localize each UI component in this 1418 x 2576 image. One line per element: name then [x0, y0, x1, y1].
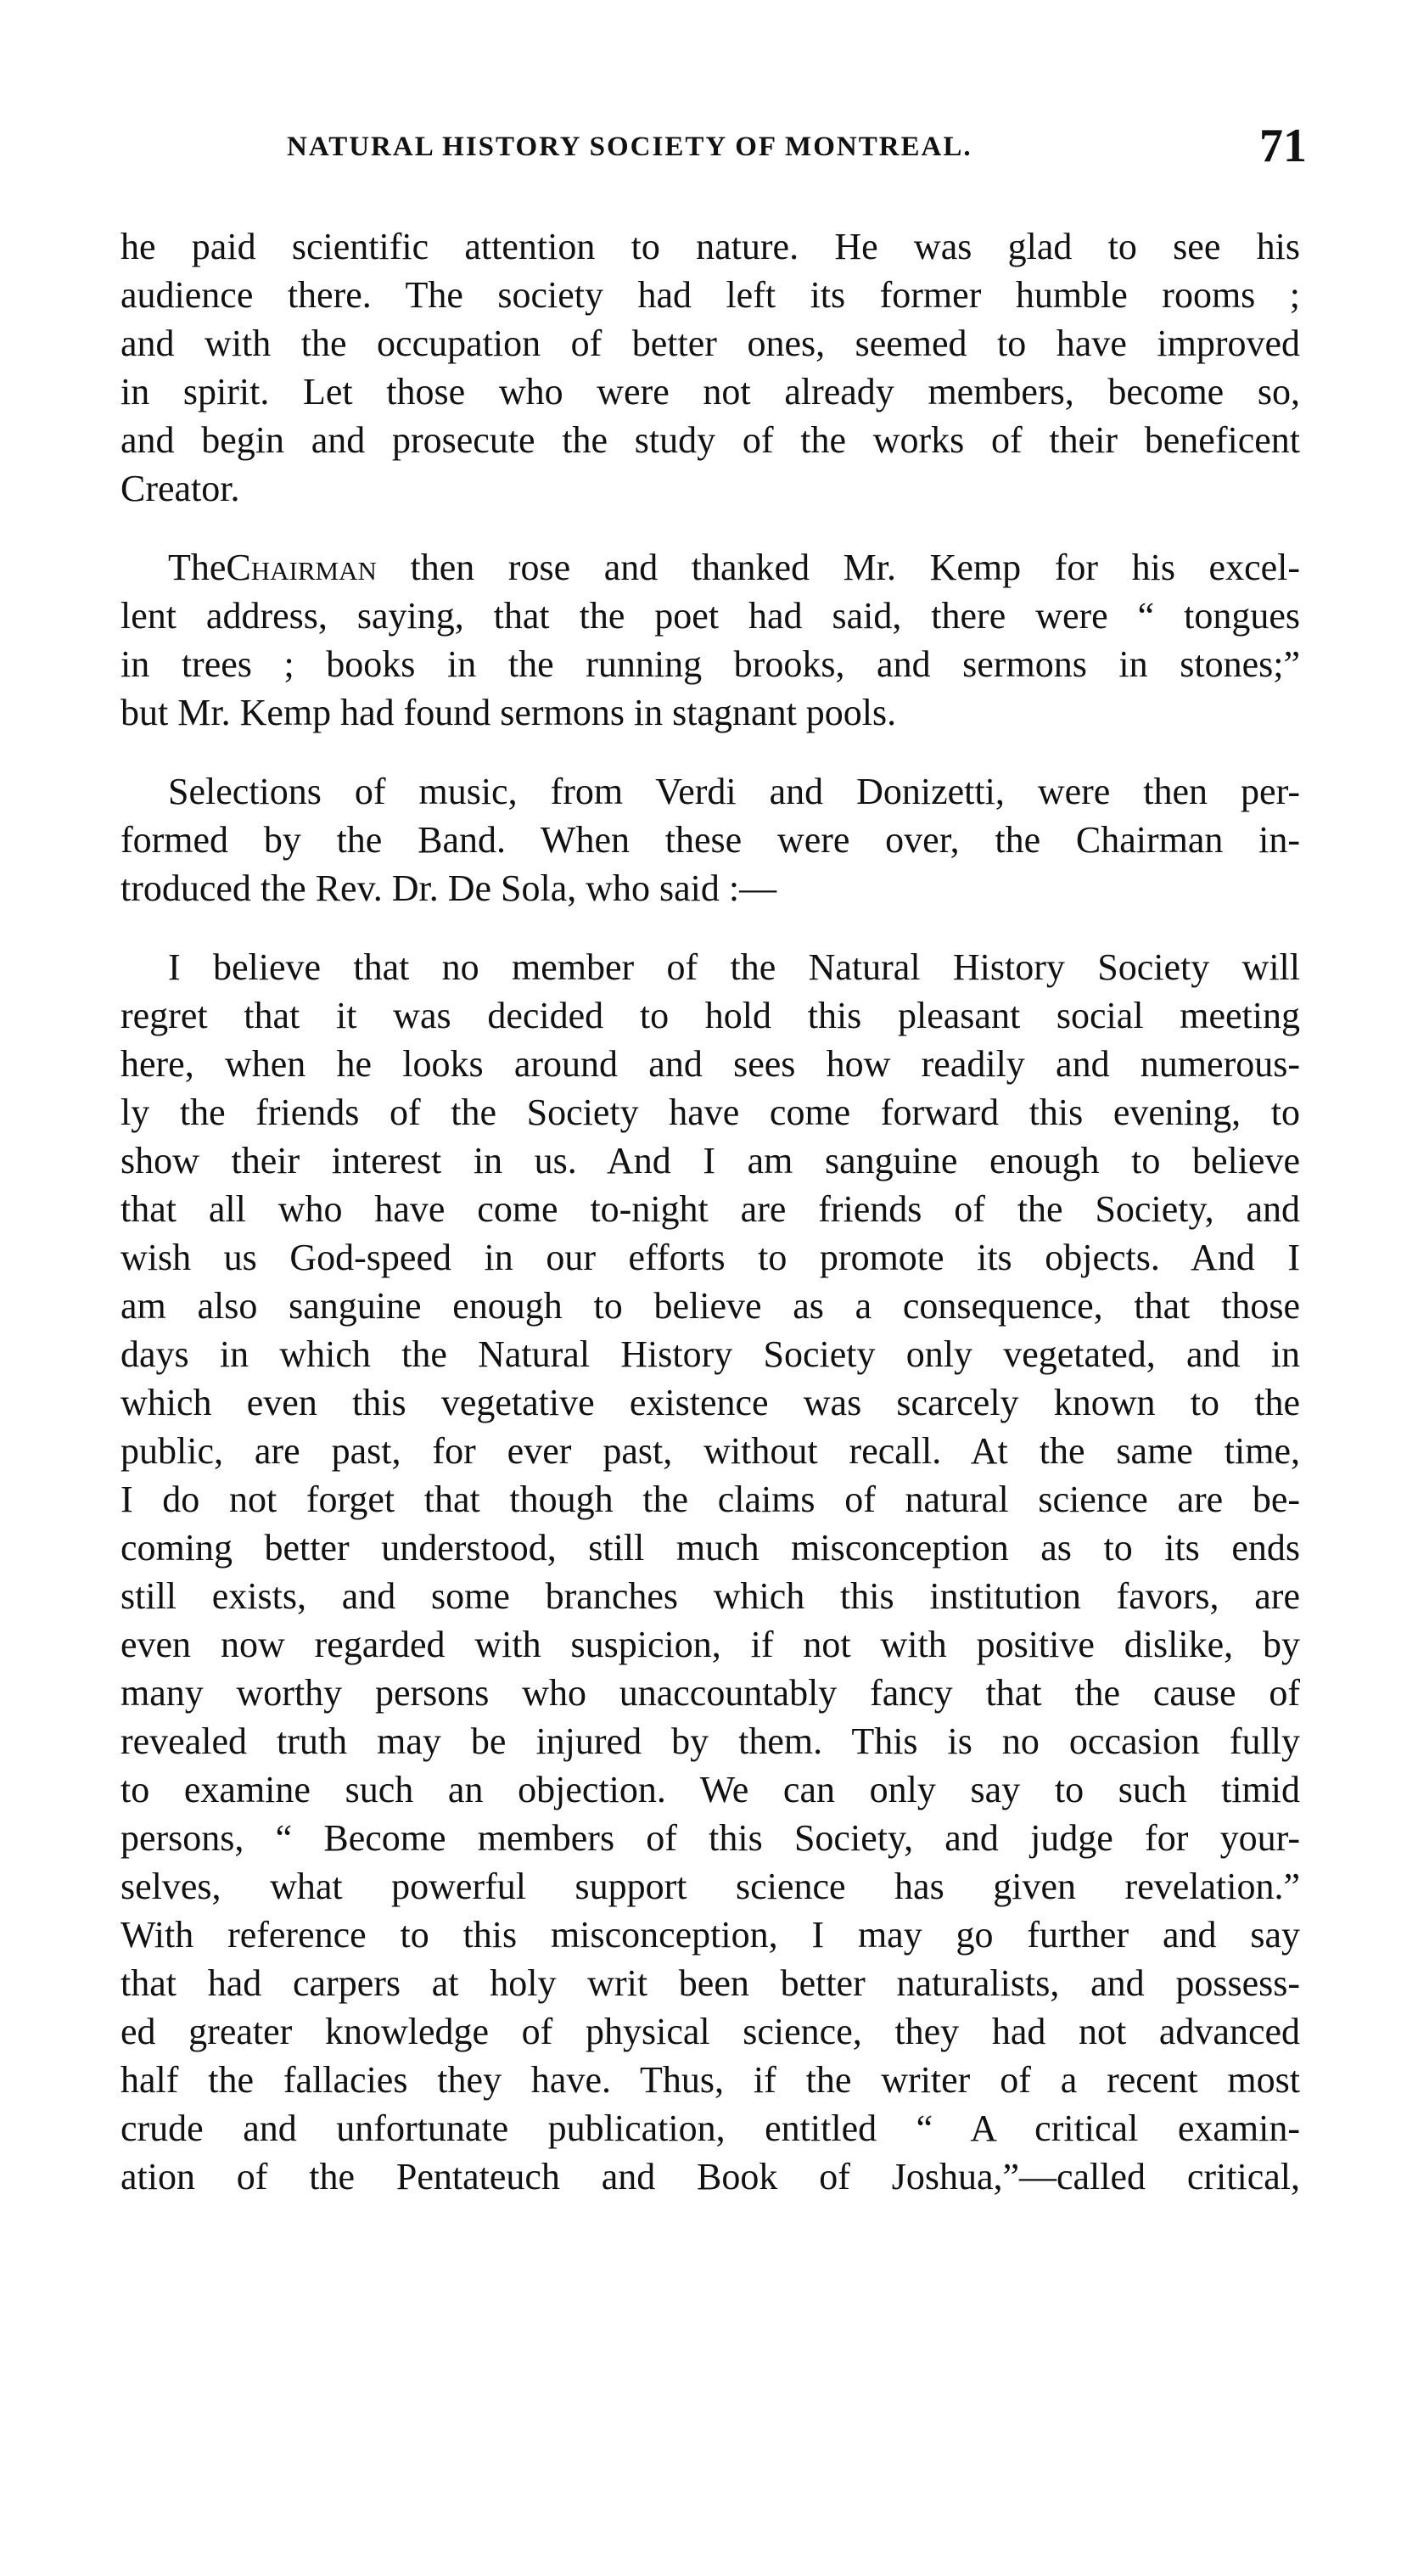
paragraph-line: Creator.: [121, 468, 240, 509]
paragraph-line: here, when he looks around and sees how readily and numerous-: [121, 1043, 1300, 1085]
paragraph-1: [121, 222, 1300, 513]
paragraph-line: that had carpers at holy writ been better naturalists, and possess-: [121, 1962, 1300, 2004]
paragraph-line: selves, what powerful support science has given revelation.”: [121, 1866, 1300, 1907]
paragraph-line: show their interest in us. And I am sanguine enough to believe: [121, 1140, 1300, 1181]
paragraph-line: revealed truth may be injured by them. This is no occasion fully: [121, 1720, 1300, 1762]
paragraph-line: Selections of music, from Verdi and Donizetti, were then per-: [168, 771, 1300, 812]
paragraph-line: many worthy persons who unaccountably fancy that the cause of: [121, 1672, 1300, 1714]
paragraph-line: he paid scientific attention to nature. He was glad to see his: [121, 226, 1300, 267]
paragraph-line: but Mr. Kemp had found sermons in stagnant pools.: [121, 692, 897, 733]
lead-line-rest: then rose and thanked Mr. Kemp for his excel-: [410, 547, 1301, 588]
paragraph-line: which even this vegetative existence was scarcely known to the: [121, 1382, 1300, 1423]
paragraph-line: I do not forget that though the claims of natural science are be-: [121, 1479, 1300, 1520]
paragraph-line: to examine such an objection. We can only say to such timid: [121, 1769, 1300, 1810]
paragraph-line: still exists, and some branches which this institution favors, are: [121, 1575, 1300, 1617]
paragraph-line: troduced the Rev. Dr. De Sola, who said :—: [121, 867, 777, 909]
paragraph-line: and begin and prosecute the study of the works of their beneficent: [121, 419, 1300, 461]
paragraph-line: and with the occupation of better ones, seemed to have improved: [121, 323, 1300, 364]
paragraph-line: crude and unfortunate publication, entitled “ A critical examin-: [121, 2107, 1300, 2149]
paragraph-line: lent address, saying, that the poet had said, there were “ tongues: [121, 595, 1300, 637]
paragraph-line-lead: [121, 543, 1300, 592]
paragraph-line: half the fallacies they have. Thus, if the writer of a recent most: [121, 2059, 1300, 2101]
chairman-small-caps: Chairman: [226, 547, 377, 588]
paragraph-line: With reference to this misconception, I may go further and say: [121, 1914, 1300, 1956]
paragraph-line: in spirit. Let those who were not already members, become so,: [121, 371, 1300, 412]
paragraph-line: audience there. The society had left its former humble rooms ;: [121, 274, 1300, 316]
paragraph-3: [121, 767, 1300, 912]
paragraph-line: formed by the Band. When these were over, the Chairman in-: [121, 819, 1300, 861]
paragraph-line: in trees ; books in the running brooks, and sermons in stones;”: [121, 643, 1300, 685]
paragraph-line: ly the friends of the Society have come forward this evening, to: [121, 1092, 1300, 1133]
paragraph-line: I believe that no member of the Natural History Society will: [168, 946, 1300, 988]
paragraph-line: wish us God-speed in our efforts to promote its objects. And I: [121, 1237, 1300, 1278]
paragraph-line: persons, “ Become members of this Society, and judge for your-: [121, 1817, 1300, 1859]
body-text: [121, 222, 1300, 2201]
running-title: NATURAL HISTORY SOCIETY OF MONTREAL.: [287, 132, 972, 162]
paragraph-line: coming better understood, still much misconception as to its ends: [121, 1527, 1300, 1569]
paragraph-line: ed greater knowledge of physical science, they had not advanced: [121, 2011, 1300, 2052]
paragraph-line: days in which the Natural History Society only vegetated, and in: [121, 1333, 1300, 1375]
page-number: 71: [1259, 120, 1307, 172]
paragraph-line: public, are past, for ever past, without recall. At the same time,: [121, 1430, 1300, 1472]
paragraph-2: [121, 543, 1300, 737]
paragraph-line: am also sanguine enough to believe as a consequence, that those: [121, 1285, 1300, 1327]
paragraph-4: [121, 943, 1300, 2201]
lead-word: The: [168, 547, 227, 588]
paragraph-line: that all who have come to-night are friends of the Society, and: [121, 1188, 1300, 1230]
paragraph-line: even now regarded with suspicion, if not with positive dislike, by: [121, 1624, 1300, 1665]
paragraph-line: ation of the Pentateuch and Book of Joshua,”—called critical,: [121, 2156, 1300, 2197]
paragraph-line: regret that it was decided to hold this pleasant social meeting: [121, 995, 1300, 1036]
